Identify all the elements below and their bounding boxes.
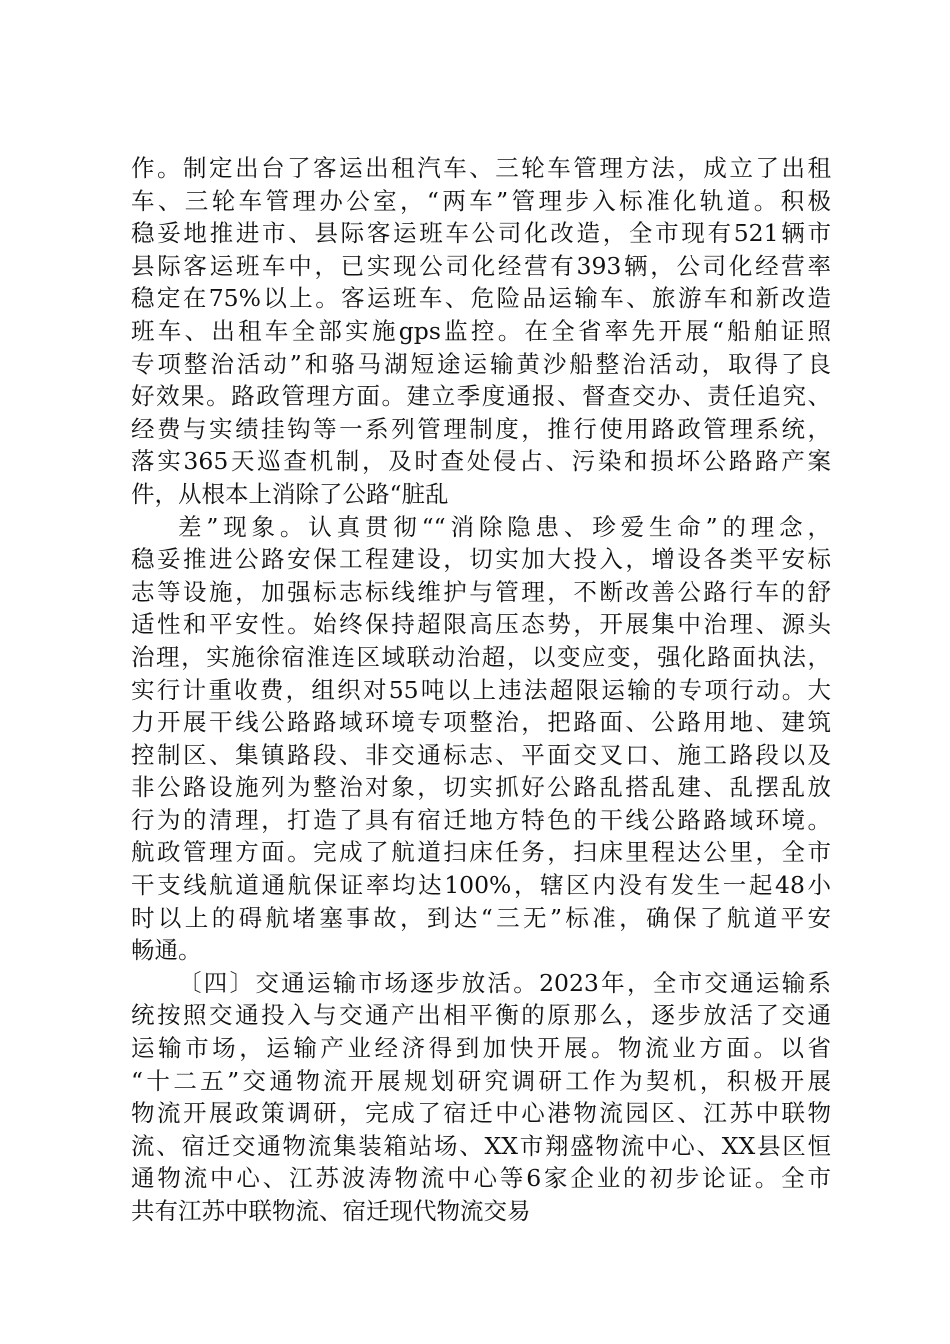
text-line: 〔四〕交通运输市场逐步放活。2023年，全市交通运输系 — [178, 968, 831, 997]
text-line: 车、三轮车管理办公室，“两车”管理步入标准化轨道。积极 — [131, 186, 831, 215]
text-line: 畅通。 — [131, 936, 202, 965]
text-line: 流、宿迁交通物流集装箱站场、XX市翔盛物流中心、XX县区恒 — [131, 1131, 831, 1160]
text-line: 共有江苏中联物流、宿迁现代物流交易 — [131, 1197, 531, 1225]
text-line: “十二五”交通物流开展规划研究调研工作为契机，积极开展 — [131, 1066, 831, 1095]
text-line: 控制区、集镇路段、非交通标志、平面交叉口、施工路段以及 — [131, 740, 831, 769]
text-line: 志等设施，加强标志标线维护与管理，不断改善公路行车的舒 — [131, 577, 831, 606]
text-line: 运输市场，运输产业经济得到加快开展。物流业方面。以省 — [131, 1034, 831, 1063]
text-line: 稳妥地推进市、县际客运班车公司化改造，全市现有521辆市 — [131, 219, 831, 248]
text-line: 治理，实施徐宿淮连区域联动治超，以变应变，强化路面执法， — [131, 642, 831, 671]
text-line: 统按照交通投入与交通产出相平衡的原那么，逐步放活了交通 — [131, 1001, 831, 1030]
text-line: 非公路设施列为整治对象，切实抓好公路乱搭乱建、乱摆乱放 — [131, 773, 831, 802]
text-line: 行为的清理，打造了具有宿迁地方特色的干线公路路域环境。 — [131, 805, 831, 834]
text-line: 好效果。路政管理方面。建立季度通报、督查交办、责任追究、 — [131, 382, 831, 411]
text-line: 适性和平安性。始终保持超限高压态势，开展集中治理、源头 — [131, 610, 831, 639]
text-line: 专项整治活动”和骆马湖短途运输黄沙船整治活动，取得了良 — [131, 349, 831, 378]
text-line: 时以上的碍航堵塞事故，到达“三无”标准，确保了航道平安 — [131, 903, 831, 932]
text-line: 物流开展政策调研，完成了宿迁中心港物流园区、江苏中联物 — [131, 1099, 831, 1128]
text-line: 县际客运班车中，已实现公司化经营有393辆，公司化经营率 — [131, 251, 831, 280]
text-line: 班车、出租车全部实施gps监控。在全省率先开展“船舶证照 — [131, 316, 831, 345]
text-line: 件，从根本上消除了公路“脏乱 — [131, 479, 449, 508]
body-text — [131, 152, 831, 1228]
text-line: 实行计重收费，组织对55吨以上违法超限运输的专项行动。大 — [131, 675, 831, 704]
text-line: 作。制定出台了客运出租汽车、三轮车管理方法，成立了出租 — [131, 154, 831, 182]
text-line: 稳定在75%以上。客运班车、危险品运输车、旅游车和新改造 — [131, 284, 831, 313]
text-line: 干支线航道通航保证率均达100%，辖区内没有发生一起48小 — [131, 871, 831, 900]
text-line: 经费与实绩挂钩等一系列管理制度，推行使用路政管理系统， — [131, 414, 831, 443]
text-line: 差”现象。认真贯彻““消除隐患、珍爱生命”的理念， — [178, 512, 831, 541]
text-line: 通物流中心、江苏波涛物流中心等6家企业的初步论证。全市 — [131, 1164, 831, 1193]
text-line: 稳妥推进公路安保工程建设，切实加大投入，增设各类平安标 — [131, 545, 831, 574]
text-line: 力开展干线公路路域环境专项整治，把路面、公路用地、建筑 — [131, 708, 831, 737]
text-line: 落实365天巡查机制，及时查处侵占、污染和损坏公路路产案 — [131, 447, 831, 476]
text-line: 航政管理方面。完成了航道扫床任务，扫床里程达公里，全市 — [131, 838, 831, 867]
